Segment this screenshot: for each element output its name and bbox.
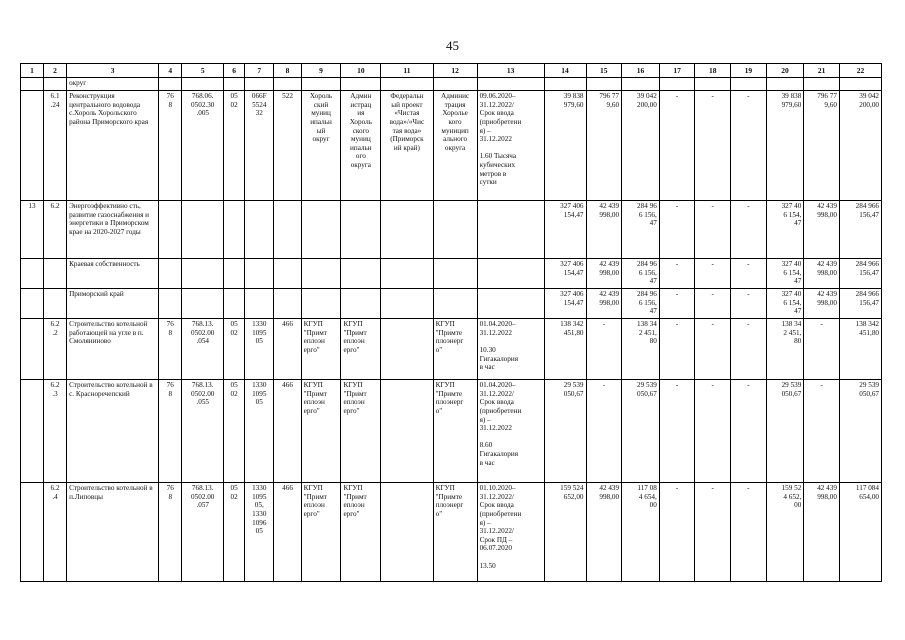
table-cell: -: [695, 289, 731, 319]
table-cell: 76 8: [159, 380, 182, 483]
table-cell: 29 539 050,67: [622, 380, 660, 483]
header-cell: 1: [21, 64, 44, 78]
header-cell: 6: [224, 64, 245, 78]
table-row: [21, 319, 882, 380]
table-cell: [381, 201, 433, 259]
table-cell: -: [731, 259, 767, 289]
table-cell: [477, 201, 544, 259]
table-cell: -: [695, 259, 731, 289]
table-cell: -: [586, 380, 622, 483]
table-cell: Хороль ский муниц ипальн ый округ: [301, 91, 341, 201]
page-number: 45: [446, 38, 459, 53]
table-cell: -: [659, 483, 695, 582]
table-cell: -: [731, 289, 767, 319]
table-cell: 466: [274, 319, 301, 380]
table-cell: КГУП "Примте плоэнерг о": [433, 380, 477, 483]
table-cell: [182, 259, 224, 289]
table-cell: 6.1 .24: [44, 91, 67, 201]
header-cell: 9: [301, 64, 341, 78]
table-cell: Строительство котельной работающей на угле в п. Смоляниново: [67, 319, 159, 380]
table-cell: [245, 289, 274, 319]
header-row: [21, 64, 882, 78]
table-cell: -: [731, 319, 767, 380]
table-cell: [381, 483, 433, 582]
table-cell: 76 8: [159, 91, 182, 201]
table-cell: 466: [274, 380, 301, 483]
table-cell: [433, 259, 477, 289]
table-cell: -: [804, 380, 840, 483]
table-cell: -: [695, 319, 731, 380]
table-cell: 05 02: [224, 483, 245, 582]
table-cell: [21, 259, 44, 289]
table-cell: [245, 259, 274, 289]
table-cell: [182, 78, 224, 91]
table-cell: [766, 78, 804, 91]
table-cell: КГУП "Примте плоэнерг о": [433, 483, 477, 582]
table-cell: [224, 259, 245, 289]
table-cell: 768.13. 0502.00 .057: [182, 483, 224, 582]
table-cell: 284 966 156,47: [839, 289, 881, 319]
table-cell: 327 40 6 154, 47: [766, 201, 804, 259]
table-cell: 42 439 998,00: [586, 289, 622, 319]
table-cell: КГУП "Примт еплоэн ерго": [341, 483, 381, 582]
table-cell: 09.06.2020– 31.12.2022/ Срок ввода (приобретени я) – 31.12.2022 1.60 Тысяча кубических метров в сутки: [477, 91, 544, 201]
table-cell: [159, 289, 182, 319]
table-cell: 39 838 979,60: [544, 91, 586, 201]
table-cell: КГУП "Примт еплоэн ерго": [341, 380, 381, 483]
table-cell: [433, 78, 477, 91]
table-cell: 01.04.2020– 31.12.2022 10.30 Гигакалория в час: [477, 319, 544, 380]
table-cell: -: [731, 201, 767, 259]
table-cell: [341, 201, 381, 259]
table-cell: -: [695, 483, 731, 582]
header-cell: 7: [245, 64, 274, 78]
table-cell: 6.2: [44, 201, 67, 259]
table-cell: [224, 78, 245, 91]
table-cell: 01.04.2020– 31.12.2022/ Срок ввода (приобретени я) – 31.12.2022 8.60 Гигакалория в час: [477, 380, 544, 483]
table-cell: [381, 319, 433, 380]
table-row: [21, 289, 882, 319]
table-cell: 6.2 .2: [44, 319, 67, 380]
table-cell: [433, 289, 477, 319]
table-cell: -: [659, 259, 695, 289]
table-cell: [44, 259, 67, 289]
table-cell: [182, 201, 224, 259]
table-cell: 466: [274, 483, 301, 582]
table-cell: [159, 78, 182, 91]
table-cell: 796 77 9,60: [804, 91, 840, 201]
table-cell: 39 838 979,60: [766, 91, 804, 201]
table-cell: Энергоэффективно сть, развитие газоснабжения и энергетики в Приморском крае на 2020-2027 годы: [67, 201, 159, 259]
table-cell: 066F 5524 32: [245, 91, 274, 201]
table-cell: 796 77 9,60: [586, 91, 622, 201]
table-cell: [224, 289, 245, 319]
table-cell: [301, 78, 341, 91]
table-cell: [477, 259, 544, 289]
table-cell: [381, 289, 433, 319]
header-cell: 16: [622, 64, 660, 78]
header-cell: 17: [659, 64, 695, 78]
table-cell: 6.2 .4: [44, 483, 67, 582]
table-cell: 05 02: [224, 91, 245, 201]
header-cell: 2: [44, 64, 67, 78]
table-cell: 42 439 998,00: [586, 201, 622, 259]
header-cell: 18: [695, 64, 731, 78]
table-cell: [21, 289, 44, 319]
table-cell: 29 539 050,67: [839, 380, 881, 483]
table-cell: -: [731, 91, 767, 201]
table-cell: -: [804, 319, 840, 380]
header-cell: 4: [159, 64, 182, 78]
table-cell: [381, 78, 433, 91]
table-cell: [477, 78, 544, 91]
header-cell: 20: [766, 64, 804, 78]
header-cell: 5: [182, 64, 224, 78]
table-cell: -: [695, 380, 731, 483]
table-cell: округ: [67, 78, 159, 91]
table-cell: [731, 78, 767, 91]
table-cell: 284 96 6 156, 47: [622, 289, 660, 319]
table-cell: 768.13. 0502.00 .055: [182, 380, 224, 483]
header-cell: 13: [477, 64, 544, 78]
table-cell: 1330 1095 05: [245, 380, 274, 483]
table-cell: -: [731, 380, 767, 483]
table-cell: [21, 319, 44, 380]
table-cell: 42 439 998,00: [804, 483, 840, 582]
table-cell: 327 406 154,47: [544, 289, 586, 319]
table-cell: [381, 380, 433, 483]
header-cell: 8: [274, 64, 301, 78]
table-cell: [21, 78, 44, 91]
table-cell: Админис трация Хоролье кого муницип ального округа: [433, 91, 477, 201]
header-cell: 12: [433, 64, 477, 78]
header-cell: 11: [381, 64, 433, 78]
table-cell: 284 966 156,47: [839, 259, 881, 289]
table-cell: 159 524 652,00: [544, 483, 586, 582]
table-cell: [159, 259, 182, 289]
table-cell: КГУП "Примт еплоэн ерго": [301, 380, 341, 483]
table-cell: 284 96 6 156, 47: [622, 259, 660, 289]
table-cell: 284 966 156,47: [839, 201, 881, 259]
table-cell: [341, 289, 381, 319]
table-cell: [477, 289, 544, 319]
table-cell: [586, 78, 622, 91]
table-cell: [301, 259, 341, 289]
table-cell: [21, 483, 44, 582]
table-cell: Реконструкция центрального водовода с.Хороль Хорольского района Приморского края: [67, 91, 159, 201]
table-cell: 138 342 451,80: [839, 319, 881, 380]
table-cell: 159 52 4 652, 00: [766, 483, 804, 582]
header-cell: 22: [839, 64, 881, 78]
table-row: [21, 201, 882, 259]
table-cell: -: [695, 91, 731, 201]
table-cell: [245, 78, 274, 91]
table-cell: [274, 289, 301, 319]
table-cell: КГУП "Примт еплоэн ерго": [301, 483, 341, 582]
table-cell: [274, 259, 301, 289]
table-cell: [839, 78, 881, 91]
table-row: [21, 259, 882, 289]
table-cell: Федеральн ый проект «Чистая вода»/«Чис тая вода» (Приморск ий край): [381, 91, 433, 201]
table-cell: [301, 201, 341, 259]
table-cell: -: [695, 201, 731, 259]
table-cell: 522: [274, 91, 301, 201]
table-row: [21, 483, 882, 582]
table-cell: [804, 78, 840, 91]
table-cell: 42 439 998,00: [586, 483, 622, 582]
table-cell: Строительство котельной в с. Красноречепский: [67, 380, 159, 483]
table-row: [21, 91, 882, 201]
table-cell: 117 08 4 654, 00: [622, 483, 660, 582]
table-cell: -: [659, 289, 695, 319]
table-cell: [433, 201, 477, 259]
table-cell: [245, 201, 274, 259]
table-cell: [341, 259, 381, 289]
table-cell: 13: [21, 201, 44, 259]
table-cell: -: [586, 319, 622, 380]
table-cell: [44, 289, 67, 319]
table-cell: КГУП "Примте плоэнерг о": [433, 319, 477, 380]
table-cell: [301, 289, 341, 319]
header-cell: 15: [586, 64, 622, 78]
table-cell: 327 40 6 154, 47: [766, 259, 804, 289]
table-cell: 138 342 451,80: [544, 319, 586, 380]
table-cell: 76 8: [159, 319, 182, 380]
table-cell: Краевая собственность: [67, 259, 159, 289]
header-cell: 14: [544, 64, 586, 78]
table-cell: [44, 78, 67, 91]
table-cell: 05 02: [224, 319, 245, 380]
table-cell: [159, 201, 182, 259]
table-cell: 327 406 154,47: [544, 259, 586, 289]
table-cell: [224, 201, 245, 259]
table-cell: [381, 259, 433, 289]
table-cell: [21, 380, 44, 483]
table-row: [21, 380, 882, 483]
table-cell: Строительство котельной в п.Липовцы: [67, 483, 159, 582]
table-cell: -: [659, 380, 695, 483]
table-cell: КГУП "Примт еплоэн ерго": [301, 319, 341, 380]
header-cell: 21: [804, 64, 840, 78]
table-cell: 138 34 2 451, 80: [622, 319, 660, 380]
header-cell: 3: [67, 64, 159, 78]
header-cell: 19: [731, 64, 767, 78]
header-cell: 10: [341, 64, 381, 78]
table-cell: -: [659, 91, 695, 201]
table-cell: 1330 1095 05: [245, 319, 274, 380]
table-cell: 29 539 050,67: [766, 380, 804, 483]
table-cell: 42 439 998,00: [804, 289, 840, 319]
table-cell: Админ истрац ия Хороль ского муниц ипальн ого округа: [341, 91, 381, 201]
table-cell: 327 406 154,47: [544, 201, 586, 259]
table-row: [21, 78, 882, 91]
table-cell: 05 02: [224, 380, 245, 483]
table-cell: Приморский край: [67, 289, 159, 319]
table-cell: 39 042 200,00: [839, 91, 881, 201]
table-cell: [274, 201, 301, 259]
table-cell: 327 40 6 154, 47: [766, 289, 804, 319]
table-cell: [21, 91, 44, 201]
table-cell: [544, 78, 586, 91]
table-cell: 39 042 200,00: [622, 91, 660, 201]
table-cell: 42 439 998,00: [804, 259, 840, 289]
table-cell: 29 539 050,67: [544, 380, 586, 483]
table-cell: [274, 78, 301, 91]
table-cell: 6.2 .3: [44, 380, 67, 483]
table-cell: 284 96 6 156, 47: [622, 201, 660, 259]
table-cell: [182, 289, 224, 319]
table-cell: 768.13. 0502.00 .054: [182, 319, 224, 380]
table-cell: 138 34 2 451, 80: [766, 319, 804, 380]
table-cell: 768.06. 0502.30 .005: [182, 91, 224, 201]
table-cell: [695, 78, 731, 91]
table-cell: -: [731, 483, 767, 582]
table-cell: 1330 1095 05, 1330 1096 05: [245, 483, 274, 582]
table-cell: КГУП "Примт еплоэн ерго": [341, 319, 381, 380]
table-cell: [341, 78, 381, 91]
table-cell: -: [659, 319, 695, 380]
table-cell: -: [659, 201, 695, 259]
table-cell: 42 439 998,00: [804, 201, 840, 259]
budget-table: [20, 63, 882, 582]
table-cell: 117 084 654,00: [839, 483, 881, 582]
table-cell: 76 8: [159, 483, 182, 582]
table-cell: 42 439 998,00: [586, 259, 622, 289]
table-cell: 01.10.2020– 31.12.2022/ Срок ввода (приобретени я) – 31.12.2022/ Срок ПД – 06.07.2020 13.50: [477, 483, 544, 582]
table-cell: [622, 78, 660, 91]
table-cell: [659, 78, 695, 91]
